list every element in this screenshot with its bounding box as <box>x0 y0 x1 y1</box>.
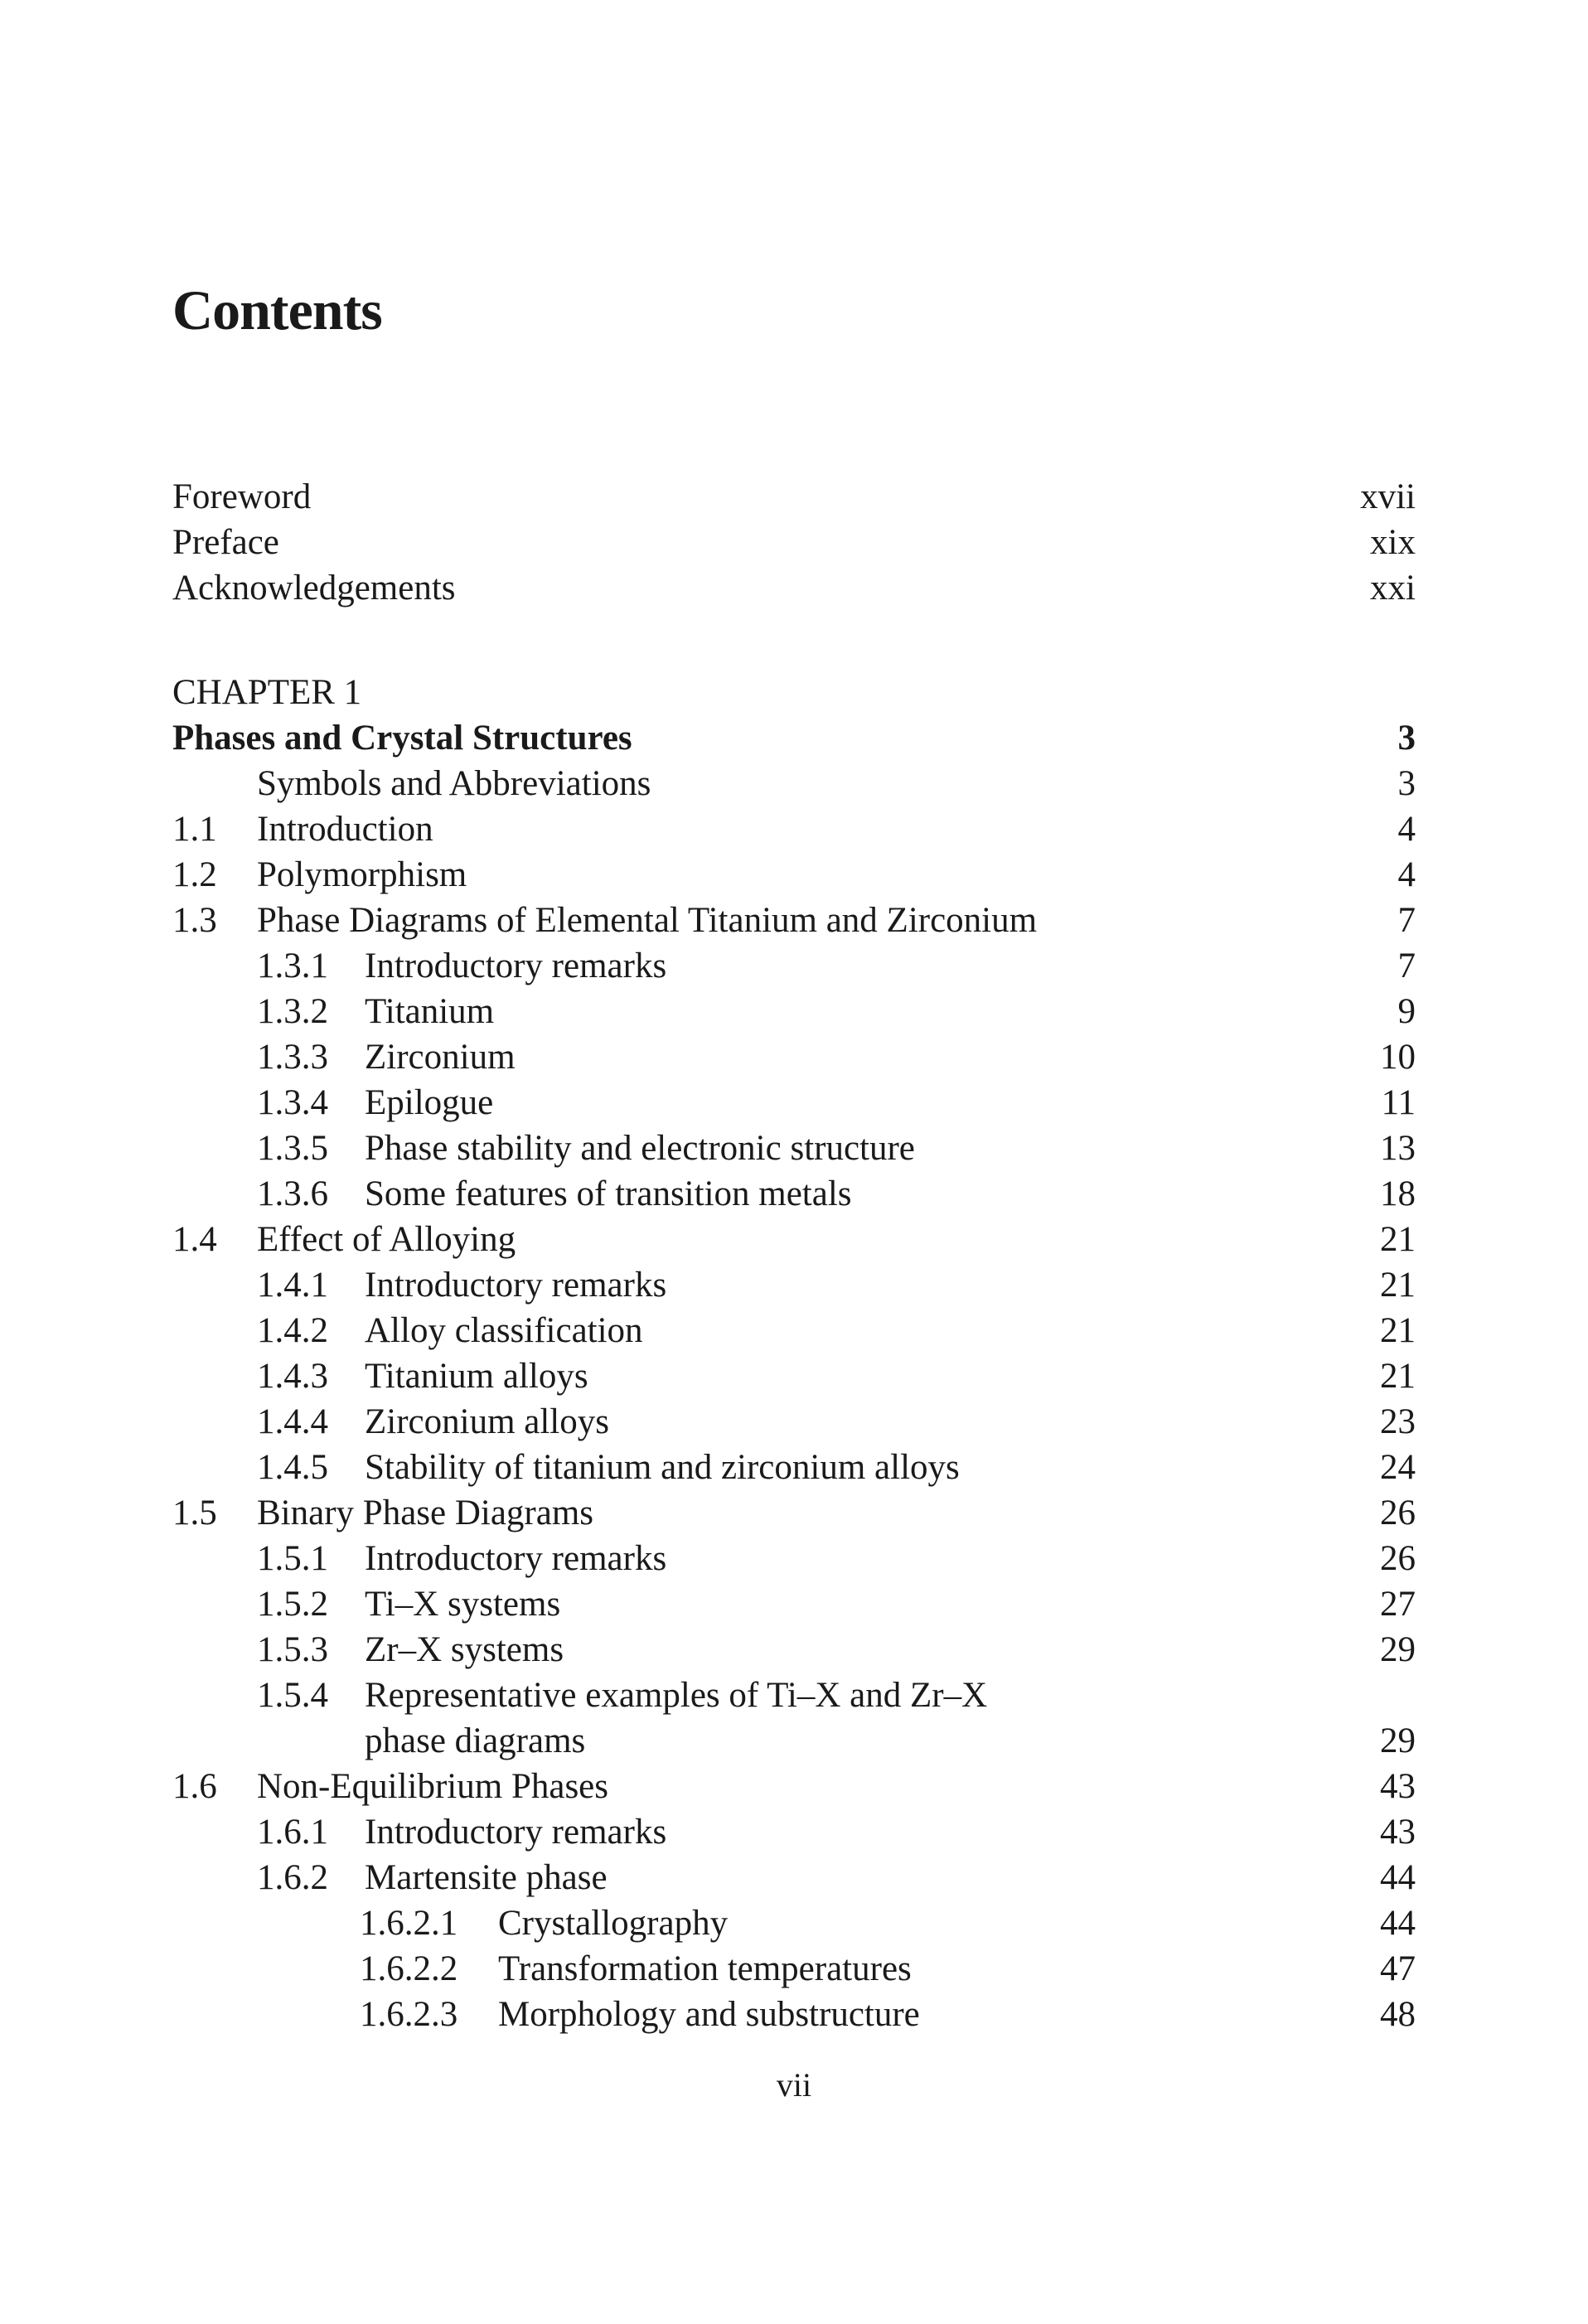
toc-entry-number: 1.6.2 <box>257 1858 328 1897</box>
toc-entry <box>172 852 1416 898</box>
toc-entry <box>172 1490 1416 1536</box>
chapter-1-block <box>172 670 1416 2037</box>
toc-entry-title: Effect of Alloying <box>257 1220 516 1259</box>
toc-entry-page: xxi <box>1370 569 1416 608</box>
toc-entry-page: 10 <box>1380 1038 1416 1077</box>
page-title: Contents <box>172 278 382 341</box>
toc-entry-page: 4 <box>1397 855 1416 894</box>
toc-entry-title: Epilogue <box>365 1083 494 1122</box>
toc-entry-page: 3 <box>1397 764 1416 803</box>
toc-entry <box>172 1217 1416 1262</box>
toc-entry <box>172 989 1416 1034</box>
toc-entry <box>172 1445 1416 1490</box>
toc-entry-page: 43 <box>1380 1767 1416 1806</box>
toc-entry-title: Alloy classification <box>365 1311 643 1350</box>
toc-entry-page: 48 <box>1380 1995 1416 2034</box>
chapter-label-text: CHAPTER 1 <box>172 673 362 712</box>
toc-entry <box>172 1946 1416 1992</box>
toc-entry-page: 13 <box>1380 1129 1416 1168</box>
toc-entry <box>172 1718 1416 1764</box>
toc-entry-title: phase diagrams <box>365 1721 586 1760</box>
toc-entry-page: 21 <box>1380 1220 1416 1259</box>
toc-entry-number: 1.4.4 <box>257 1402 328 1441</box>
toc-entry-title: Ti–X systems <box>365 1585 561 1624</box>
toc-entry-number: 1.4.1 <box>257 1266 328 1305</box>
toc-entry <box>172 1536 1416 1581</box>
toc-entry-page: 47 <box>1380 1949 1416 1988</box>
toc-entry-title: Introductory remarks <box>365 1813 667 1852</box>
toc-entry-page: 29 <box>1380 1721 1416 1760</box>
toc-entry-number: 1.3.1 <box>257 947 328 985</box>
toc-entry-page: 24 <box>1380 1448 1416 1487</box>
toc-entry-title: Phase stability and electronic structure <box>365 1129 915 1168</box>
toc-entry <box>172 1353 1416 1399</box>
chapter-title: Phases and Crystal Structures <box>172 719 632 758</box>
toc-entry-number: 1.6.2.3 <box>360 1995 458 2034</box>
toc-entry-preface <box>172 520 1416 565</box>
toc-entry-page: 18 <box>1380 1174 1416 1213</box>
toc-entry-title: Introductory remarks <box>365 947 667 985</box>
toc-entry <box>172 1126 1416 1171</box>
toc-entry-number: 1.4.3 <box>257 1357 328 1396</box>
toc-entry-page: xix <box>1370 523 1416 562</box>
toc-entry <box>172 1262 1416 1308</box>
toc-entry-title: Introductory remarks <box>365 1539 667 1578</box>
toc-entry <box>172 1171 1416 1217</box>
toc-entry-page: 9 <box>1397 992 1416 1031</box>
toc-entry-number: 1.5 <box>172 1494 217 1532</box>
chapter-page: 3 <box>1397 719 1416 758</box>
toc-entry <box>172 1080 1416 1126</box>
toc-entry-title: Crystallography <box>498 1904 729 1943</box>
toc-entry <box>172 1855 1416 1900</box>
toc-entry <box>172 806 1416 852</box>
toc-entry-title: Non-Equilibrium Phases <box>257 1767 608 1806</box>
toc-entry-page: 21 <box>1380 1311 1416 1350</box>
toc-entry-title: Polymorphism <box>257 855 467 894</box>
toc-entry-title: Stability of titanium and zirconium alloys <box>365 1448 960 1487</box>
page-folio: vii <box>776 2066 812 2104</box>
toc-entry-page: 21 <box>1380 1357 1416 1396</box>
toc-entry-page: 7 <box>1397 901 1416 940</box>
toc-entry-title: Acknowledgements <box>172 569 456 608</box>
toc-entry-number: 1.5.2 <box>257 1585 328 1624</box>
toc-entry-page: 27 <box>1380 1585 1416 1624</box>
toc-entry-number: 1.2 <box>172 855 217 894</box>
toc-entry-title: Introduction <box>257 810 433 849</box>
chapter-label <box>172 670 1416 715</box>
toc-entry <box>172 943 1416 989</box>
toc-entry-title: Titanium alloys <box>365 1357 588 1396</box>
toc-entry-number: 1.4.5 <box>257 1448 328 1487</box>
front-matter-list <box>172 474 1416 611</box>
toc-entries <box>172 761 1416 2037</box>
toc-entry-page: 44 <box>1380 1858 1416 1897</box>
toc-entry-number: 1.3.6 <box>257 1174 328 1213</box>
toc-entry-page: 7 <box>1397 947 1416 985</box>
toc-entry <box>172 1809 1416 1855</box>
toc-entry-title: Zirconium <box>365 1038 516 1077</box>
toc-entry-number: 1.4.2 <box>257 1311 328 1350</box>
toc-entry <box>172 1399 1416 1445</box>
toc-entry-page: 44 <box>1380 1904 1416 1943</box>
toc-entry-number: 1.3.5 <box>257 1129 328 1168</box>
toc-entry <box>172 1764 1416 1809</box>
toc-entry-number: 1.6.2.2 <box>360 1949 458 1988</box>
toc-entry-title: Titanium <box>365 992 495 1031</box>
toc-entry-number: 1.5.1 <box>257 1539 328 1578</box>
toc-entry <box>172 1627 1416 1673</box>
toc-entry-title: Preface <box>172 523 279 562</box>
toc-entry-number: 1.3.3 <box>257 1038 328 1077</box>
toc-entry <box>172 1308 1416 1353</box>
toc-entry <box>172 1673 1416 1718</box>
toc-entry-number: 1.1 <box>172 810 217 849</box>
toc-entry-title: Representative examples of Ti–X and Zr–X <box>365 1676 988 1715</box>
toc-entry-title: Martensite phase <box>365 1858 608 1897</box>
toc-entry-number: 1.4 <box>172 1220 217 1259</box>
toc-entry-page: xvii <box>1360 477 1416 516</box>
toc-entry-title: Symbols and Abbreviations <box>257 764 651 803</box>
toc-entry-page: 4 <box>1397 810 1416 849</box>
toc-entry-title: Foreword <box>172 477 312 516</box>
toc-entry <box>172 1581 1416 1627</box>
toc-entry-number: 1.5.4 <box>257 1676 328 1715</box>
toc-entry-number: 1.3.4 <box>257 1083 328 1122</box>
toc-entry-number: 1.6 <box>172 1767 217 1806</box>
toc-entry-title: Zirconium alloys <box>365 1402 609 1441</box>
toc-entry-foreword <box>172 474 1416 520</box>
toc-entry-title: Zr–X systems <box>365 1630 564 1669</box>
chapter-heading <box>172 715 1416 761</box>
toc-entry-title: Transformation temperatures <box>498 1949 912 1988</box>
toc-entry-title: Introductory remarks <box>365 1266 667 1305</box>
toc-entry-title: Morphology and substructure <box>498 1995 920 2034</box>
toc-entry-title: Some features of transition metals <box>365 1174 852 1213</box>
toc-entry-number: 1.6.2.1 <box>360 1904 458 1943</box>
toc-entry-page: 23 <box>1380 1402 1416 1441</box>
toc-entry-page: 26 <box>1380 1494 1416 1532</box>
toc-entry <box>172 1992 1416 2037</box>
toc-entry-acknowledgements <box>172 565 1416 611</box>
toc-entry-page: 29 <box>1380 1630 1416 1669</box>
toc-entry <box>172 761 1416 806</box>
toc-entry-number: 1.3.2 <box>257 992 328 1031</box>
toc-entry-title: Binary Phase Diagrams <box>257 1494 594 1532</box>
toc-entry-page: 26 <box>1380 1539 1416 1578</box>
toc-entry-title: Phase Diagrams of Elemental Titanium and Zirconium <box>257 901 1038 940</box>
toc-entry <box>172 1034 1416 1080</box>
toc-entry-number: 1.5.3 <box>257 1630 328 1669</box>
toc-entry-number: 1.3 <box>172 901 217 940</box>
toc-entry-page: 11 <box>1381 1083 1416 1122</box>
toc-entry-page: 43 <box>1380 1813 1416 1852</box>
toc-entry <box>172 1900 1416 1946</box>
toc-entry <box>172 898 1416 943</box>
toc-entry-number: 1.6.1 <box>257 1813 328 1852</box>
toc-entry-page: 21 <box>1380 1266 1416 1305</box>
